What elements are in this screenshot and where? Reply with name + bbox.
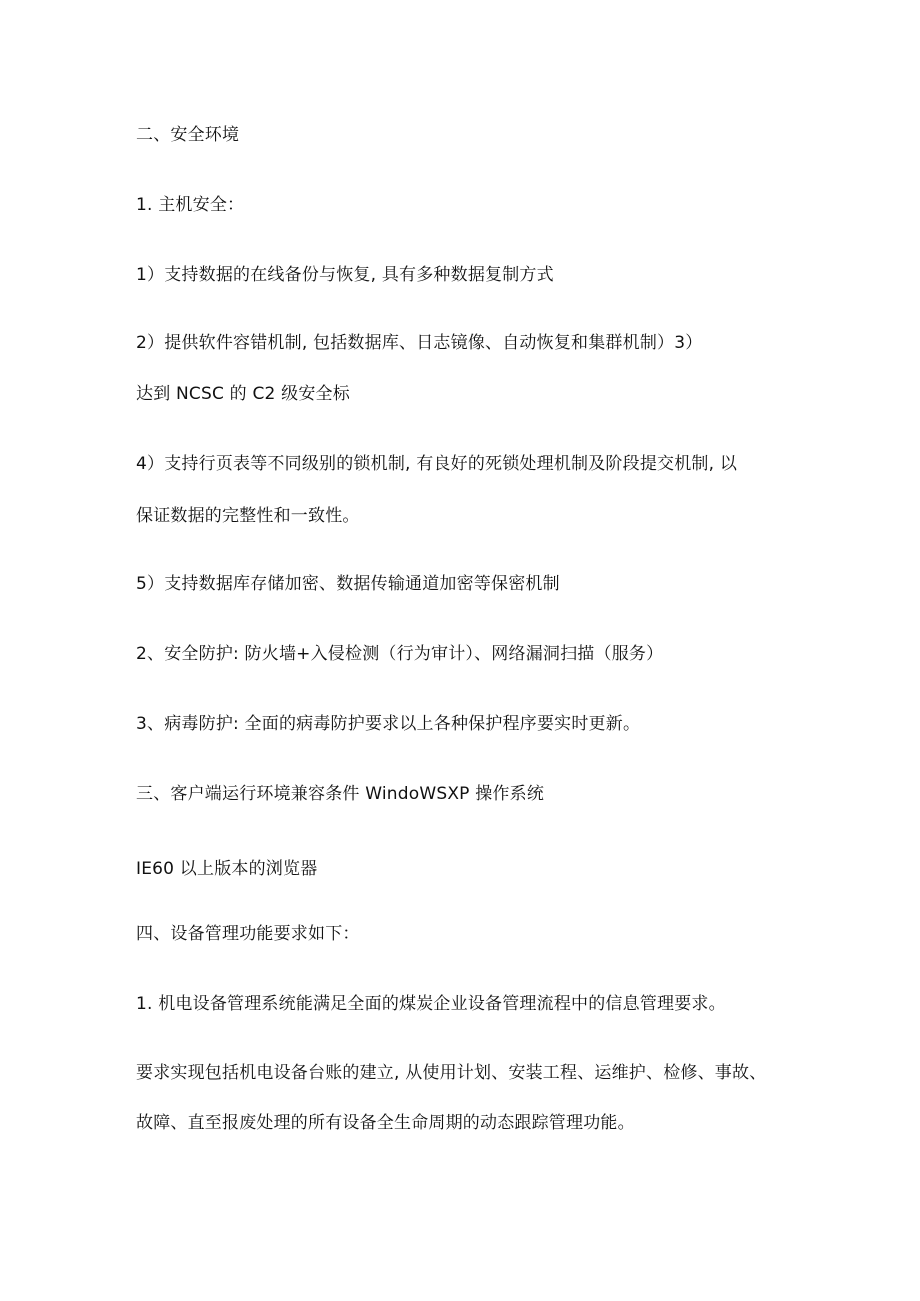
paragraph-item-4-line-1: 4）支持行页表等不同级别的锁机制, 有良好的死锁处理机制及阶段提交机制, 以	[136, 454, 738, 474]
paragraph-security-protection: 2、安全防护: 防火墙+入侵检测（行为审计）、网络漏洞扫描（服务）	[136, 644, 664, 664]
section-heading-client-environment: 三、客户端运行环境兼容条件 WindoWSXP 操作系统	[136, 784, 545, 804]
paragraph-item-5: 5）支持数据库存储加密、数据传输通道加密等保密机制	[136, 574, 560, 594]
paragraph-item-2: 2）提供软件容错机制, 包括数据库、日志镜像、自动恢复和集群机制）3）	[136, 333, 703, 353]
subheading-host-security: 1. 主机安全：	[136, 195, 245, 215]
paragraph-item-3: 达到 NCSC 的 C2 级安全标	[136, 384, 350, 404]
paragraph-requirements-line-2: 故障、直至报废处理的所有设备全生命周期的动态跟踪管理功能。	[136, 1113, 635, 1133]
paragraph-browser-requirement: IE60 以上版本的浏览器	[136, 859, 318, 879]
paragraph-equipment-system: 1. 机电设备管理系统能满足全面的煤炭企业设备管理流程中的信息管理要求。	[136, 994, 726, 1014]
paragraph-item-4-line-2: 保证数据的完整性和一致性。	[136, 506, 360, 526]
paragraph-item-1: 1）支持数据的在线备份与恢复, 具有多种数据复制方式	[136, 265, 554, 285]
section-heading-equipment-management: 四、设备管理功能要求如下：	[136, 924, 360, 944]
section-heading-security-environment: 二、安全环境	[136, 125, 240, 145]
paragraph-virus-protection: 3、病毒防护: 全面的病毒防护要求以上各种保护程序要实时更新。	[136, 714, 641, 734]
paragraph-requirements-line-1: 要求实现包括机电设备台账的建立, 从使用计划、安装工程、运维护、检修、事故、	[136, 1063, 767, 1083]
